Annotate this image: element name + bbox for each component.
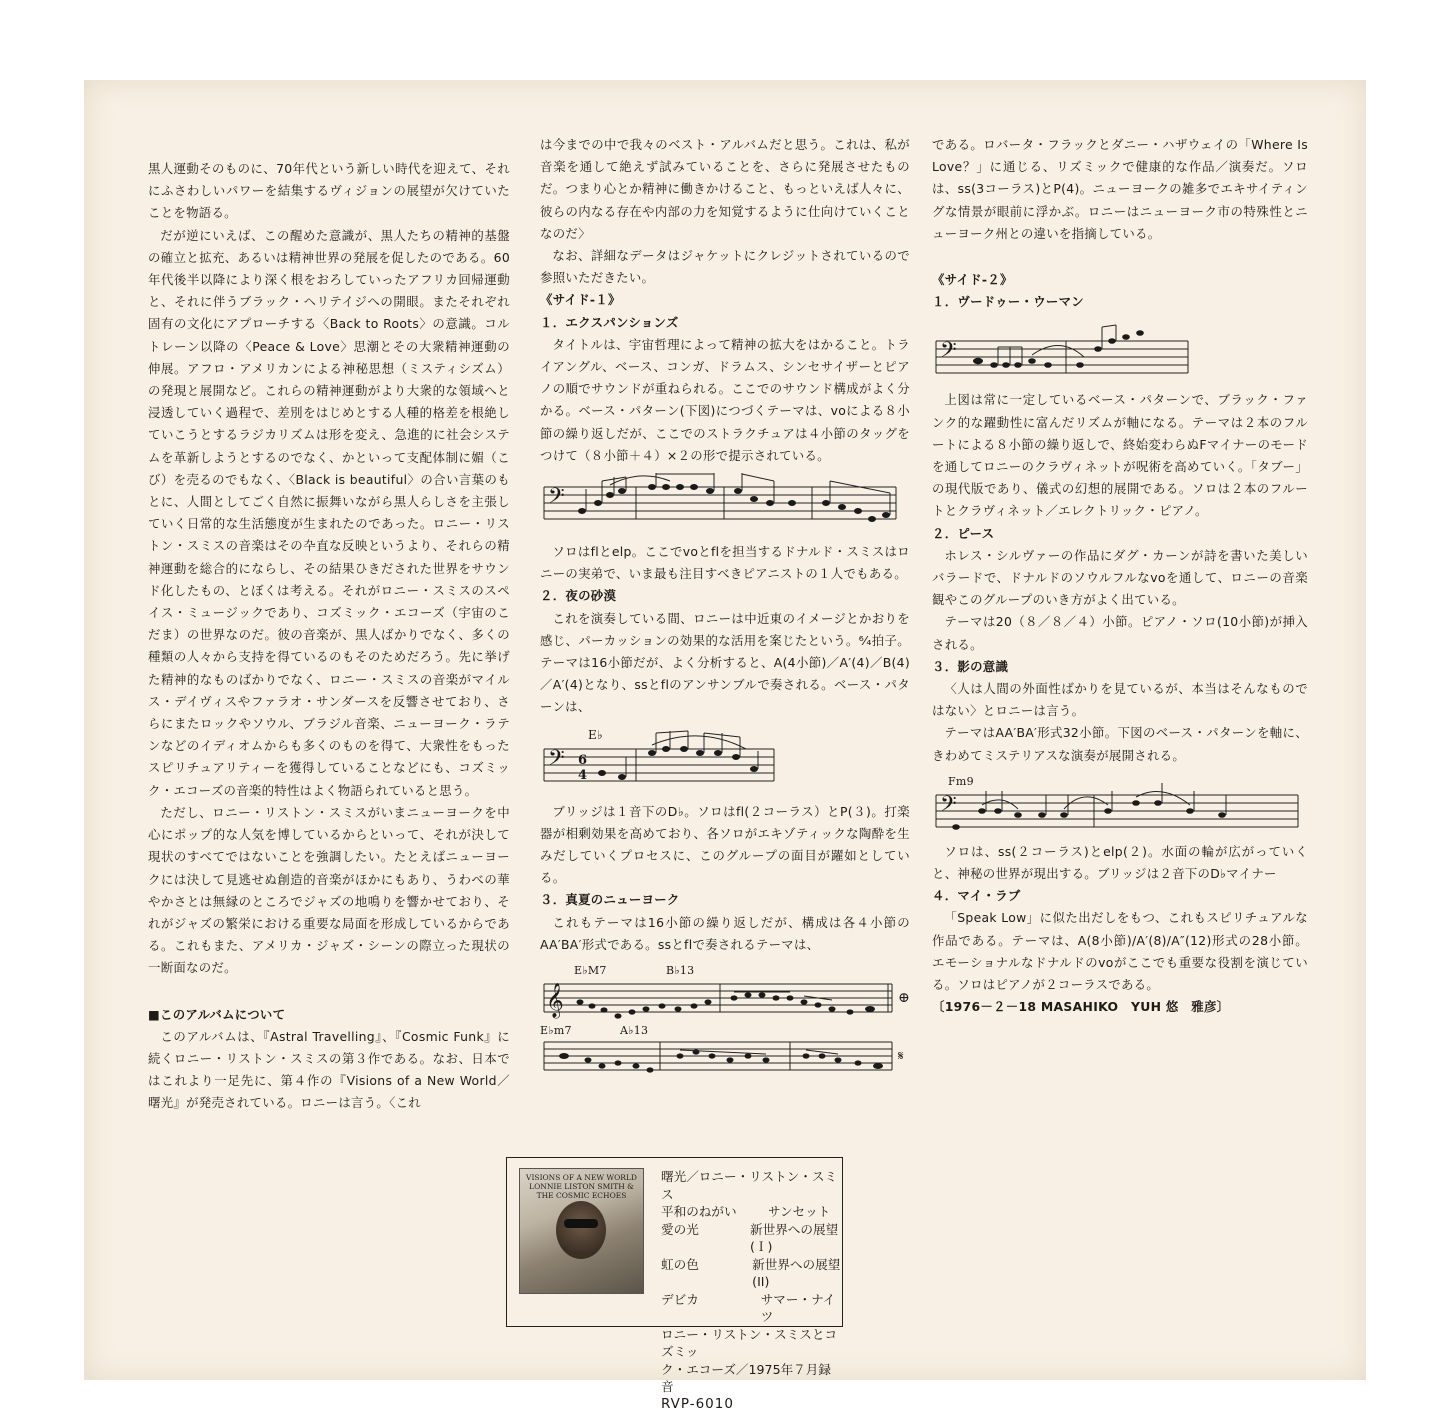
coda-icon: ⊕ [898, 990, 911, 1007]
chord-symbol: A♭13 [620, 1024, 649, 1038]
track-name: サンセット [768, 1204, 831, 1219]
paragraph: だが逆にいえば、この醒めた意識が、黒人たちの精神的基盤の確立と拡充、あるいは精神世界の発展を促したのである。60年代後半以降により深く根をおろしていったアフリカ回帰運動と、それに伴うブラック・ヘリテイジへの開眼。またそれぞれ固有の文化にアプローチする〈Back to Roots〉の意識。コルトレーン以降の〈Peace & Love〉思潮とその大衆精神運動の伸展。アフロ・アメリカンによる神秘思想（ミスティシズム）の発現と展開など。これらの精神運動がより大衆的な領域へと浸透していく過程で、差別をはじめとする人種的格差を根絶していこうとするラジカリズムは形を変え、急進的に社会システムを革新しようとするのでなく、かといって支配体制に媚（こび）を売るのでもなく、〈Black is beautiful〉の合い言葉のもとに、人間としてごく自然に振舞いながら黒人らしさを主張していく日常的な生活態度が生まれたのであった。ロニー・リストン・スミスの音楽はその卆直な反映というより、それらの精神運動を総合的にならし、その結果ひきだされた世界をサウンド化したもの、とぼくは考える。それがロニー・スミスのスペイス・ミュージックであり、コズミック・エコーズ（宇宙のこだま）の世界なのだ。彼の音楽が、黒人ばかりでなく、多くの種類の人々から支持を得ているのもそのためだろう。先に挙げた精神的なものばかりでなく、ロニー・スミスの音楽がマイルス・デイヴィスやファラオ・サンダースを反響させており、さらにまたロックやソウル、ブラジル音楽、ニューヨーク・ラテンなどのイディオムからも多くのものを得て、大衆性をもったスピリチュアリティーを獲得していることなどにも、コズミック・エコーズの音楽的特性はよく物語られていると思う。 [148, 227, 510, 798]
track-name: 新世界への展望(II) [752, 1256, 841, 1289]
bass-clef-icon: 𝄢 [548, 745, 566, 776]
album-cover-title: VISIONS OF A NEW WORLD LONNIE LISTON SMITH & THE COSMIC ECHOES [526, 1173, 637, 1200]
track-name: 愛の光 [661, 1221, 699, 1237]
track-title: ２．ピース [932, 525, 995, 541]
album-info [661, 1168, 842, 1413]
chord-symbol: E♭ [588, 727, 604, 742]
track-title: ２．夜の砂漠 [540, 588, 617, 604]
side-heading: 《サイド-２》 [932, 272, 1013, 288]
paragraph: である。ロバータ・フラックとダニー・ハザウェイの「Where Is Love？」に通じる、リズミックで健康的な作品／演奏だ。ソロは、ss(3コーラス)とP(4)。ニューヨークの雑多でエキサイティングな情景が眼前に浮かぶ。ロニーはニューヨーク市の特殊性とニューヨーク州との違いを指摘している。 [932, 137, 1308, 241]
paragraph: テーマはAA′BA′形式32小節。下図のベース・パターンを軸に、きわめてミステリアスな演奏が展開される。 [932, 725, 1308, 763]
album-credit: ロニー・リストン・スミスとコズミッ [661, 1326, 838, 1359]
theme-score [540, 962, 920, 1080]
chord-symbol: E♭m7 [540, 1024, 572, 1038]
chord-symbol: B♭13 [666, 964, 695, 978]
track-row [661, 1221, 842, 1256]
album-title: 曙光／ロニー・リストン・スミス [661, 1169, 838, 1202]
album-ad-box [506, 1157, 843, 1412]
bass-pattern-staff [540, 473, 900, 535]
paragraph: 〈人は人間の外面性ばかりを見ているが、本当はそんなものではない〉とロニーは言う。 [932, 681, 1308, 719]
track-title: ３．真夏のニューヨーク [540, 892, 680, 908]
segno-icon: 𝄋 [898, 1049, 904, 1065]
bass-pattern-staff-4 [932, 773, 1302, 835]
paragraph: ソロはflとelp。ここでvoとflを担当するドナルド・スミスはロニーの実弟で、いま最も注目すべきピアニストの１人でもある。 [540, 544, 910, 582]
side-heading: 《サイド-１》 [540, 292, 621, 308]
bass-clef-icon: 𝄢 [940, 791, 958, 822]
track-name: サマー・ナイツ [760, 1291, 836, 1324]
treble-clef-icon: 𝄞 [546, 983, 565, 1019]
track-name: 新世界への展望(Ｉ) [750, 1221, 839, 1254]
paragraph: は今までの中で我々のベスト・アルバムだと思う。これは、私が音楽を通して絶えず試みていることを、さらに発展させたものだ。つまり心とか精神に働きかけること、もっといえば人々に、彼らの内なる存在や内部の力を知覚するように仕向けていくことなのだ〉 [540, 137, 910, 241]
album-credit: ク・エコーズ／1975年７月録音 [661, 1361, 831, 1394]
sunglasses-icon [564, 1219, 598, 1228]
album-cover-image [519, 1168, 644, 1294]
bass-pattern-staff-3 [932, 319, 1192, 383]
track-name: デビカ [661, 1291, 699, 1307]
track-name: 虹の色 [661, 1256, 699, 1272]
paragraph: このアルバムは、『Astral Travelling』、『Cosmic Funk』に続くロニー・リストン・スミスの第３作である。なお、日本ではこれより一足先に、第４作の『Visions of a New World／曙光』が発売されている。ロニーは言う。〈これ [148, 1028, 510, 1111]
paragraph: 黒人運動そのものに、70年代という新しい時代を迎えて、それにふさわしいパワーを結集するヴィジョンの展望が欠けていたことを物語る。 [148, 161, 510, 221]
track-title: １．ヴードゥー・ウーマン [932, 294, 1084, 310]
catalog-number: RVP-6010 [661, 1395, 734, 1412]
column-3 [932, 134, 1308, 1019]
paragraph: ブリッジは１音下のD♭。ソロはfl(２コーラス）とP(３)。打楽器が相剰効果を高めており、各ソロがエキゾティックな陶酔を生みだしていくプロセスに、このグループの面目が躍如としている。 [540, 803, 910, 886]
track-row [661, 1291, 842, 1326]
paragraph: 「Speak Low」に似た出だしをもつ、これもスピリチュアルな作品である。テーマは、A(8小節)/A′(8)/A″(12)形式の28小節。エモーショナルなドナルドのvoがここでも重要な役割を演じている。ソロはピアノが２コーラスである。 [932, 910, 1308, 993]
author-signature: 〔1976－２－18 MASAHIKO YUH 悠 雅彦〕 [932, 999, 1230, 1015]
portrait-icon [556, 1201, 606, 1259]
bass-pattern-staff-2 [540, 725, 780, 795]
track-row [661, 1256, 842, 1291]
paragraph: テーマは20（８／８／４）小節。ピアノ・ソロ(10小節)が挿入される。 [932, 614, 1308, 652]
paragraph: これを演奏している間、ロニーは中近東のイメージとかおりを感じ、パーカッションの効果的な活用を案じたという。⁶⁄₄拍子。テーマは16小節だが、よく分析すると、A(4小節)／A′(4)／B(4)／A′(4)となり、ssとflのアンサンブルで奏される。ベース・パターンは、 [540, 610, 910, 715]
paragraph: ホレス・シルヴァーの作品にダグ・カーンが詩を書いた美しいバラードで、ドナルドのソウルフルなvoを通して、ロニーの音楽観やこのグループのいき方がよく出ている。 [932, 547, 1308, 608]
track-title: ３．影の意識 [932, 658, 1009, 674]
column-1 [148, 158, 510, 1115]
time-signature-top: 6 [578, 752, 588, 768]
track-title: ４．マイ・ラブ [932, 888, 1021, 904]
chord-symbol: E♭M7 [574, 964, 607, 978]
column-2 [540, 134, 910, 1086]
paragraph: なお、詳細なデータはジャケットにクレジットされているので参照いただきたい。 [540, 248, 910, 286]
chord-symbol: Fm9 [948, 774, 974, 788]
track-name: 平和のねがい [661, 1204, 737, 1219]
paragraph: これもテーマは16小節の繰り返しだが、構成は各４小節のAA′BA′形式である。ssとflで奏されるテーマは、 [540, 914, 910, 952]
section-heading: ■このアルバムについて [148, 1006, 286, 1022]
paragraph: ただし、ロニー・リストン・スミスがいまニューヨークを中心にポップ的な人気を博しているからといって、それが決して現状のすべてではないことを強調したい。たとえばニューヨークには決して見逃せぬ創造的音楽がほかにもあり、うわべの華やかさとは無縁のところでジャズの地鳴りを響かせており、それがジャズの繁栄における重要な局面を形成しているからである。これもまた、アメリカ・ジャズ・シーンの際立った現状の一断面なのだ。 [148, 804, 510, 976]
bass-clef-icon: 𝄢 [940, 338, 958, 369]
track-row [661, 1203, 842, 1221]
paragraph: 上図は常に一定しているベース・パターンで、ブラック・ファンク的な躍動性に富んだリズムが軸になる。テーマは２本のフルートによる８小節の繰り返しで、終始変わらぬFマイナーのモードを通してロニーのクラヴィネットが呪術を高めていく。「タブー」の現代版であり、儀式の幻想的展開である。ソロは２本のフルートとクラヴィネット／エレクトリック・ピアノ。 [932, 392, 1308, 519]
time-signature-bottom: 4 [578, 767, 588, 783]
paragraph: ソロは、ss(２コーラス)とelp(２)。水面の輪が広がっていくと、神秘の世界が現出する。ブリッジは２音下のD♭マイナー [932, 843, 1308, 882]
track-title: １．エクスパンションズ [540, 314, 679, 330]
bass-clef-icon: 𝄢 [548, 484, 566, 515]
paragraph: タイトルは、宇宙哲理によって精神の拡大をはかること。トライアングル、ベース、コンガ、ドラムス、シンセサイザーとピアノの順でサウンドが重ねられる。ここでのサウンド構成がよく分かる。ベース・パターン(下図)につづくテーマは、voによる８小節の繰り返しだが、ここでのストラクチュアは４小節のタッグをつけて（８小節＋４）×２の形で提示されている。 [540, 336, 910, 463]
